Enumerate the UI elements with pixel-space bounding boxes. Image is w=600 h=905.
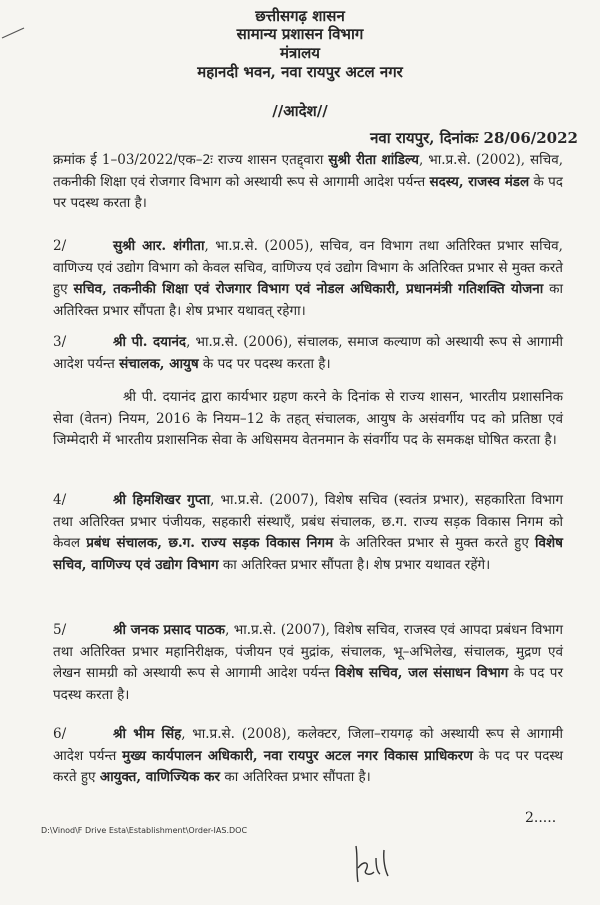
p4-text-mid: के अतिरिक्त प्रभार से मुक्त करते हुए — [333, 535, 535, 551]
p5-text: , भा.प्र.से. (2007), विशेष सचिव, राजस्व एवं आपदा प्रबंधन विभाग तथा अतिरिक्त प्रभार महानिरीक्षक, पंजीयन एवं मुद्रांक, संचालक, भू–अभिलेख, संचालक, मुद्रण एवं लेखन सामग्री को अस्थायी रूप से आगामी आदेश पर्यन्त — [53, 622, 563, 681]
signature — [350, 838, 400, 888]
paragraph-2 — [53, 236, 563, 322]
p5-number: 5/ — [53, 622, 67, 638]
p5-post: विशेष सचिव, जल संसाधन विभाग — [335, 665, 509, 681]
p1-post: सदस्य, राजस्व मंडल — [429, 173, 530, 190]
p6-text-end: का अतिरिक्त प्रभार सौंपता है। — [220, 769, 371, 785]
page-number: 2..... — [525, 810, 557, 826]
p6-text-mid: के पद पर पदस्थ करते हुए — [53, 747, 563, 785]
p2-post: सचिव, तकनीकी शिक्षा एवं रोजगार विभाग एवं नोडल अधिकारी, प्रधानमंत्री गतिशक्ति योजना — [73, 281, 544, 297]
p1-lead: क्रमांक ई 1–03/2022/एक–2ः राज्य शासन एतद्द्वारा — [53, 152, 329, 168]
paragraph-3 — [53, 332, 563, 375]
p2-text: , भा.प्र.से. (2005), सचिव, वन विभाग तथा अतिरिक्त प्रभार सचिव, वाणिज्य एवं उद्योग विभाग को केवल सचिव, वाणिज्य एवं उद्योग विभाग के अतिरिक्त प्रभार से मुक्त करते हुए — [53, 238, 563, 297]
paragraph-6 — [53, 724, 563, 789]
header-ministry: मंत्रालय — [279, 44, 320, 62]
p2-officer-name: सुश्री आर. शंगीता — [113, 238, 205, 254]
paragraph-1 — [53, 150, 563, 215]
p4-text-end: का अतिरिक्त प्रभार सौंपता है। शेष प्रभार यथावत रहेंगे। — [218, 556, 491, 573]
p6-additional-charge: आयुक्त, वाणिज्यिक कर — [99, 769, 221, 785]
header-address: महानदी भवन, नवा रायपुर अटल नगर — [197, 63, 403, 81]
p4-text: , भा.प्र.से. (2007), विशेष सचिव (स्वतंत्र प्रभार), सहकारिता विभाग तथा अतिरिक्त प्रभार पंजीयक, सहकारी संस्थाएँ, प्रबंध संचालक, छ.ग. राज्य सड़क विकास निगम को केवल — [53, 492, 563, 551]
p3-post: संचालक, आयुष — [119, 355, 199, 372]
p4-number: 4/ — [53, 492, 67, 508]
p2-text-end: का अतिरिक्त प्रभार सौंपता है। शेष प्रभार यथावत् रहेगा। — [53, 281, 563, 319]
p3-text-end: के पद पर पदस्थ करता है। — [198, 355, 331, 372]
p4-officer-name: श्री हिमशिखर गुप्ता — [113, 492, 211, 508]
p2-number: 2/ — [53, 238, 67, 254]
p5-officer-name: श्री जनक प्रसाद पाठक — [113, 622, 226, 638]
paragraph-3b — [53, 387, 563, 452]
p6-number: 6/ — [53, 726, 67, 742]
header-state-government: छत्तीसगढ़ शासन — [255, 7, 345, 25]
paragraph-4 — [53, 490, 563, 576]
order-title: //आदेश// — [272, 102, 328, 120]
p3-text: , भा.प्र.से. (2006), संचालक, समाज कल्याण को अस्थायी रूप से आगामी आदेश पर्यन्त — [53, 334, 563, 372]
header-department: सामान्य प्रशासन विभाग — [236, 25, 364, 43]
p5-text-end: के पद पर पदस्थ करता है। — [53, 665, 563, 703]
p1-officer-name: सुश्री रीता शांडिल्य — [328, 152, 419, 168]
p1-text-end: के पद पर पदस्थ करता है। — [53, 173, 563, 211]
p4-post-assigned: विशेष सचिव, वाणिज्य एवं उद्योग विभाग — [53, 535, 563, 573]
paragraph-5 — [53, 620, 563, 706]
order-date: नवा रायपुर, दिनांकः 28/06/2022 — [370, 129, 578, 147]
p3-officer-name: श्री पी. दयानंद — [113, 334, 187, 350]
p3-number: 3/ — [53, 334, 67, 350]
p6-post-assigned: मुख्य कार्यपालन अधिकारी, नवा रायपुर अटल नगर विकास प्राधिकरण — [122, 747, 473, 764]
p6-text: , भा.प्र.से. (2008), कलेक्टर, जिला–रायगढ़ को अस्थायी रूप से आगामी आदेश पर्यन्त — [53, 726, 563, 764]
p1-text: , भा.प्र.से. (2002), सचिव, तकनीकी शिक्षा एवं रोजगार विभाग को अस्थायी रूप से आगामी आदेश पर्यन्त — [53, 152, 563, 190]
p4-post-relieved: प्रबंध संचालक, छ.ग. राज्य सड़क विकास निगम — [86, 535, 334, 551]
p3b-text: श्री पी. दयानंद द्वारा कार्यभार ग्रहण करने के दिनांक से राज्य शासन, भारतीय प्रशासनिक सेवा (वेतन) नियम, 2016 के नियम–12 के तहत् संचालक, आयुष के असंवर्गीय पद को प्रतिष्ठा एवं जिम्मेदारी में भारतीय प्रशासनिक सेवा के अधिसमय वेतनमान के संवर्गीय पद के समकक्ष घोषित करता है। — [53, 389, 563, 448]
p6-officer-name: श्री भीम सिंह — [113, 726, 182, 742]
file-path-footer: D:\Vinod\F Drive Esta\Establishment\Order-IAS.DOC — [41, 826, 248, 835]
